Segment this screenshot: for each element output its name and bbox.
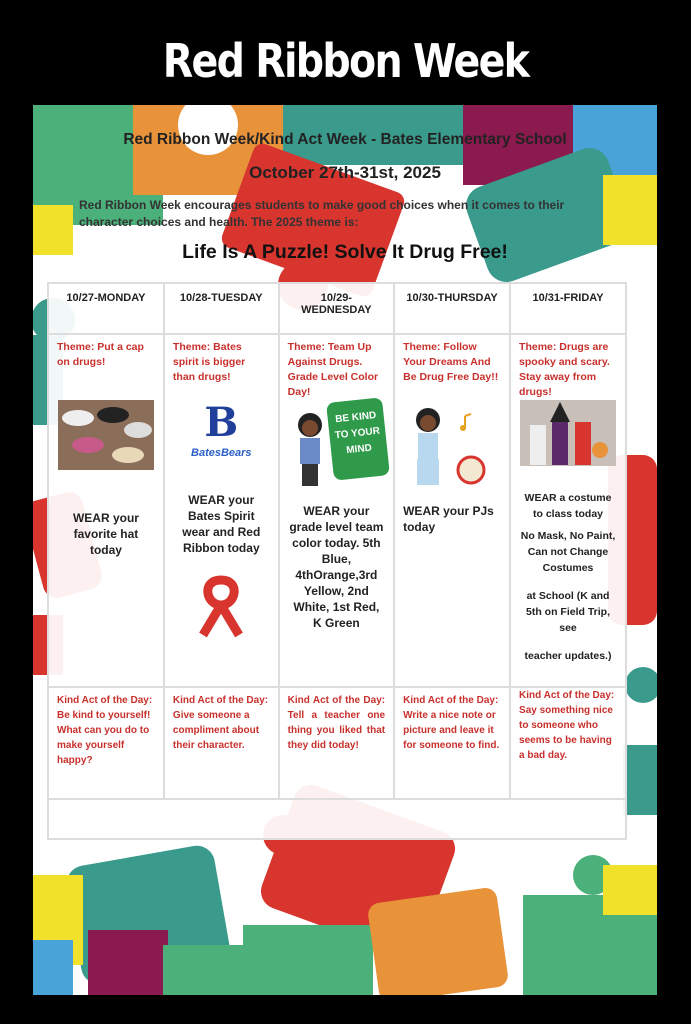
poster-dates: October 27th-31st, 2025 (249, 163, 441, 182)
wear-text: WEAR your grade level team color today. 5th Blue, 4thOrange,3rd Yellow, 2nd White, 1st Red, K Green (289, 504, 384, 630)
monday-cell (48, 334, 164, 687)
day-header-row (48, 283, 626, 334)
wear-text: WEAR your Bates Spirit wear and Red Ribbon today (182, 493, 261, 555)
wear-text: WEAR a costume to class today (524, 492, 612, 520)
theme-text: Theme: Team Up Against Drugs. Grade Level Color Day! (287, 341, 379, 398)
empty-row (48, 799, 626, 839)
day-header: 10/30-THURSDAY (394, 283, 510, 334)
poster-heading: Red Ribbon Week/Kind Act Week - Bates Elementary School (123, 131, 567, 148)
day-header: 10/28-TUESDAY (164, 283, 279, 334)
empty-cell (48, 799, 626, 839)
kind-act-text: Kind Act of the Day: Say something nice to someone who seems to be having a bad day. (510, 687, 626, 799)
friday-cell (510, 334, 626, 687)
wear-text: WEAR your favorite hat today (72, 511, 139, 557)
costume-rules: No Mask, No Paint, Can not Change Costumes (520, 530, 616, 574)
poster (33, 105, 657, 995)
red-ribbon-icon (191, 570, 251, 640)
theme-text: Theme: Put a cap on drugs! (57, 341, 144, 368)
day-header: 10/29-WEDNESDAY (279, 283, 394, 334)
kind-act-text: Kind Act of the Day: Write a nice note or picture and leave it for someone to find. (394, 687, 510, 799)
wear-text: WEAR your PJs today (403, 504, 494, 534)
bates-bears-logo (173, 400, 270, 470)
poster-slogan: Life Is A Puzzle! Solve It Drug Free! (182, 241, 508, 263)
pajama-girl-illustration (403, 400, 499, 495)
hats-photo (58, 400, 154, 470)
theme-text: Theme: Follow Your Dreams And Be Drug Free Day!! (403, 341, 499, 383)
logo-text: BatesBears (191, 447, 252, 459)
day-header: 10/31-FRIDAY (510, 283, 626, 334)
kind-act-text: Kind Act of the Day: Be kind to yourself! What can you do to make yourself happy? (48, 687, 164, 799)
wednesday-cell (279, 334, 394, 687)
kind-act-text: Kind Act of the Day: Give someone a compliment about their character. (164, 687, 279, 799)
theme-text: Theme: Drugs are spooky and scary. Stay away from drugs! (519, 341, 610, 398)
be-kind-illustration (288, 400, 385, 495)
girl-icon (290, 410, 330, 490)
theme-text: Theme: Bates spirit is bigger than drugs! (172, 341, 246, 383)
thursday-cell (394, 334, 510, 687)
kind-act-row (48, 687, 626, 799)
theme-row (48, 334, 626, 687)
week-schedule-table (47, 282, 627, 840)
costume-photo (520, 400, 616, 466)
be-kind-sign: BE KIND TO YOUR MIND (326, 397, 390, 480)
page-title: Red Ribbon Week (162, 34, 529, 88)
costume-rules-location: at School (K and 5th on Field Trip, see (526, 590, 611, 634)
day-header: 10/27-MONDAY (48, 283, 164, 334)
kind-act-text: Kind Act of the Day: Tell a teacher one thing you liked that they did today! (279, 687, 394, 799)
costume-rules-note: teacher updates.) (524, 650, 612, 662)
tuesday-cell (164, 334, 279, 687)
poster-intro: Red Ribbon Week encourages students to make good choices when it comes to their character choices and health. The 2025 theme is: (79, 198, 565, 229)
logo-letter-b: B (204, 399, 239, 446)
